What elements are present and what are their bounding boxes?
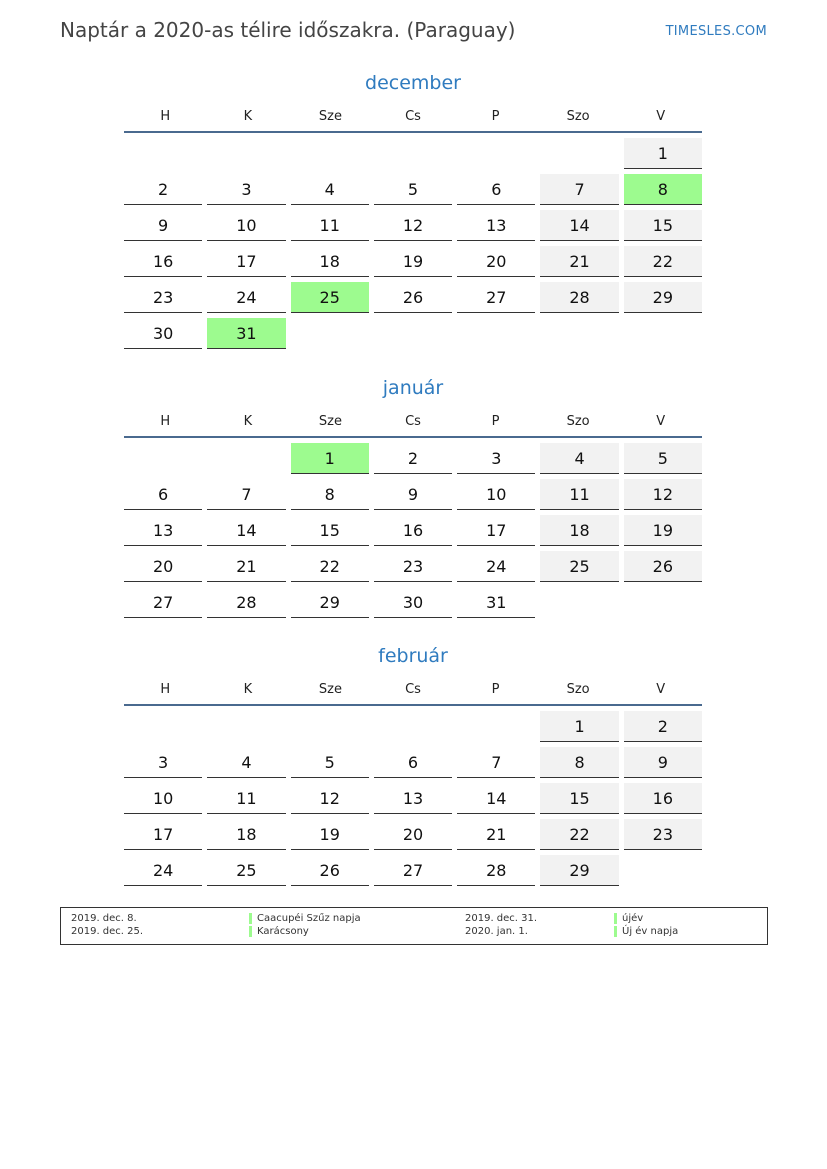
empty-day-cell [207,443,285,474]
legend-holiday-name: Karácsony [257,926,309,937]
empty-day-cell [291,711,369,742]
weekday-header [124,97,702,133]
day-cell: 6 [124,479,202,510]
page-title: Naptár a 2020-as télire időszakra. (Paraguay) [60,18,516,42]
day-cell: 6 [457,174,535,205]
day-cell: 20 [457,246,535,277]
day-cell: 17 [207,246,285,277]
day-cell: 12 [374,210,452,241]
month-title: december [365,72,461,94]
month-calendar-february [124,642,702,886]
day-cell: 3 [207,174,285,205]
empty-day-cell [291,138,369,169]
weekend-day-cell: 1 [540,711,618,742]
legend-holiday-name: Caacupéi Szűz napja [257,913,361,924]
weekday-label: Szo [566,681,590,697]
day-cell: 18 [207,819,285,850]
weekend-day-cell: 26 [624,551,702,582]
weekday-label: P [491,108,500,124]
weekday-label: H [160,413,171,429]
day-cell: 21 [457,819,535,850]
day-cell: 16 [124,246,202,277]
day-cell: 21 [207,551,285,582]
day-cell: 17 [124,819,202,850]
weekend-day-cell: 18 [540,515,618,546]
weekend-day-cell: 23 [624,819,702,850]
weekend-day-cell: 21 [540,246,618,277]
weekday-label: V [656,681,666,697]
holiday-color-marker [614,926,617,937]
holiday-day-cell: 31 [207,318,285,349]
day-cell: 22 [291,551,369,582]
day-cell: 5 [291,747,369,778]
day-cell: 14 [207,515,285,546]
empty-day-cell [540,318,618,349]
weekday-label: V [656,108,666,124]
holiday-day-cell: 1 [291,443,369,474]
day-cell: 27 [374,855,452,886]
weekend-day-cell: 22 [624,246,702,277]
day-cell: 24 [124,855,202,886]
day-cell: 14 [457,783,535,814]
day-cell: 20 [124,551,202,582]
weekend-day-cell: 29 [624,282,702,313]
day-cell: 13 [124,515,202,546]
weekend-day-cell: 29 [540,855,618,886]
weekday-label: Szo [566,108,590,124]
empty-day-cell [124,138,202,169]
legend-row [61,925,767,938]
weekday-label: Sze [318,413,342,429]
weekend-day-cell: 15 [624,210,702,241]
holiday-color-marker [249,926,252,937]
legend-holiday-name: Új év napja [622,926,679,937]
weekday-label: H [160,681,171,697]
weekend-day-cell: 28 [540,282,618,313]
month-title: február [378,645,448,667]
brand-link[interactable]: TIMESLES.COM [665,24,767,39]
day-cell: 24 [207,282,285,313]
legend-date: 2020. jan. 1. [465,926,528,937]
weekday-label: Cs [405,681,421,697]
day-cell: 13 [457,210,535,241]
day-cell: 5 [374,174,452,205]
day-cell: 10 [207,210,285,241]
holiday-color-marker [249,913,252,924]
empty-day-cell [291,318,369,349]
legend-row [61,912,767,925]
weekend-day-cell: 22 [540,819,618,850]
weekday-label: K [243,108,253,124]
day-cell: 2 [374,443,452,474]
day-cell: 27 [457,282,535,313]
empty-day-cell [124,443,202,474]
weekday-label: P [491,413,500,429]
day-cell: 30 [124,318,202,349]
empty-day-cell [207,711,285,742]
month-title: január [382,377,444,399]
weekend-day-cell: 8 [540,747,618,778]
holiday-legend [60,907,768,945]
legend-holiday-name: újév [622,913,644,924]
weekday-header [124,670,702,706]
day-cell: 3 [457,443,535,474]
day-cell: 26 [374,282,452,313]
day-cell: 23 [124,282,202,313]
empty-day-cell [624,855,702,886]
day-cell: 26 [291,855,369,886]
weekday-label: Sze [318,681,342,697]
weekend-day-cell: 9 [624,747,702,778]
day-cell: 28 [457,855,535,886]
weekend-day-cell: 19 [624,515,702,546]
legend-date: 2019. dec. 31. [465,913,538,924]
weekday-label: H [160,108,171,124]
day-cell: 4 [291,174,369,205]
day-cell: 20 [374,819,452,850]
day-cell: 28 [207,587,285,618]
empty-day-cell [124,711,202,742]
day-grid [124,711,702,886]
legend-date: 2019. dec. 25. [71,926,144,937]
day-cell: 19 [374,246,452,277]
empty-day-cell [374,138,452,169]
empty-day-cell [457,138,535,169]
day-cell: 23 [374,551,452,582]
weekday-label: P [491,681,500,697]
weekend-day-cell: 2 [624,711,702,742]
holiday-day-cell: 8 [624,174,702,205]
legend-date: 2019. dec. 8. [71,913,137,924]
day-cell: 12 [291,783,369,814]
day-cell: 19 [291,819,369,850]
day-cell: 3 [124,747,202,778]
weekday-label: Cs [405,108,421,124]
day-cell: 7 [457,747,535,778]
day-cell: 29 [291,587,369,618]
weekend-day-cell: 25 [540,551,618,582]
empty-day-cell [374,318,452,349]
day-cell: 10 [124,783,202,814]
weekday-label: Szo [566,413,590,429]
day-cell: 17 [457,515,535,546]
weekday-label: K [243,413,253,429]
day-cell: 11 [291,210,369,241]
day-cell: 10 [457,479,535,510]
day-cell: 31 [457,587,535,618]
day-cell: 6 [374,747,452,778]
weekday-label: K [243,681,253,697]
weekend-day-cell: 16 [624,783,702,814]
day-cell: 2 [124,174,202,205]
empty-day-cell [540,587,618,618]
weekend-day-cell: 4 [540,443,618,474]
day-cell: 13 [374,783,452,814]
weekend-day-cell: 11 [540,479,618,510]
day-grid [124,138,702,349]
weekend-day-cell: 15 [540,783,618,814]
day-cell: 30 [374,587,452,618]
day-cell: 15 [291,515,369,546]
empty-day-cell [374,711,452,742]
weekday-label: V [656,413,666,429]
weekday-label: Sze [318,108,342,124]
day-cell: 7 [207,479,285,510]
day-cell: 24 [457,551,535,582]
holiday-day-cell: 25 [291,282,369,313]
day-cell: 9 [124,210,202,241]
month-calendar-december [124,69,702,349]
weekend-day-cell: 5 [624,443,702,474]
empty-day-cell [540,138,618,169]
day-cell: 25 [207,855,285,886]
day-cell: 4 [207,747,285,778]
empty-day-cell [624,318,702,349]
weekend-day-cell: 12 [624,479,702,510]
day-cell: 18 [291,246,369,277]
day-cell: 16 [374,515,452,546]
weekend-day-cell: 7 [540,174,618,205]
empty-day-cell [457,318,535,349]
empty-day-cell [207,138,285,169]
weekend-day-cell: 14 [540,210,618,241]
weekday-label: Cs [405,413,421,429]
day-grid [124,443,702,618]
month-calendar-january [124,374,702,618]
day-cell: 8 [291,479,369,510]
day-cell: 9 [374,479,452,510]
day-cell: 11 [207,783,285,814]
weekend-day-cell: 1 [624,138,702,169]
empty-day-cell [457,711,535,742]
day-cell: 27 [124,587,202,618]
empty-day-cell [624,587,702,618]
weekday-header [124,402,702,438]
holiday-color-marker [614,913,617,924]
